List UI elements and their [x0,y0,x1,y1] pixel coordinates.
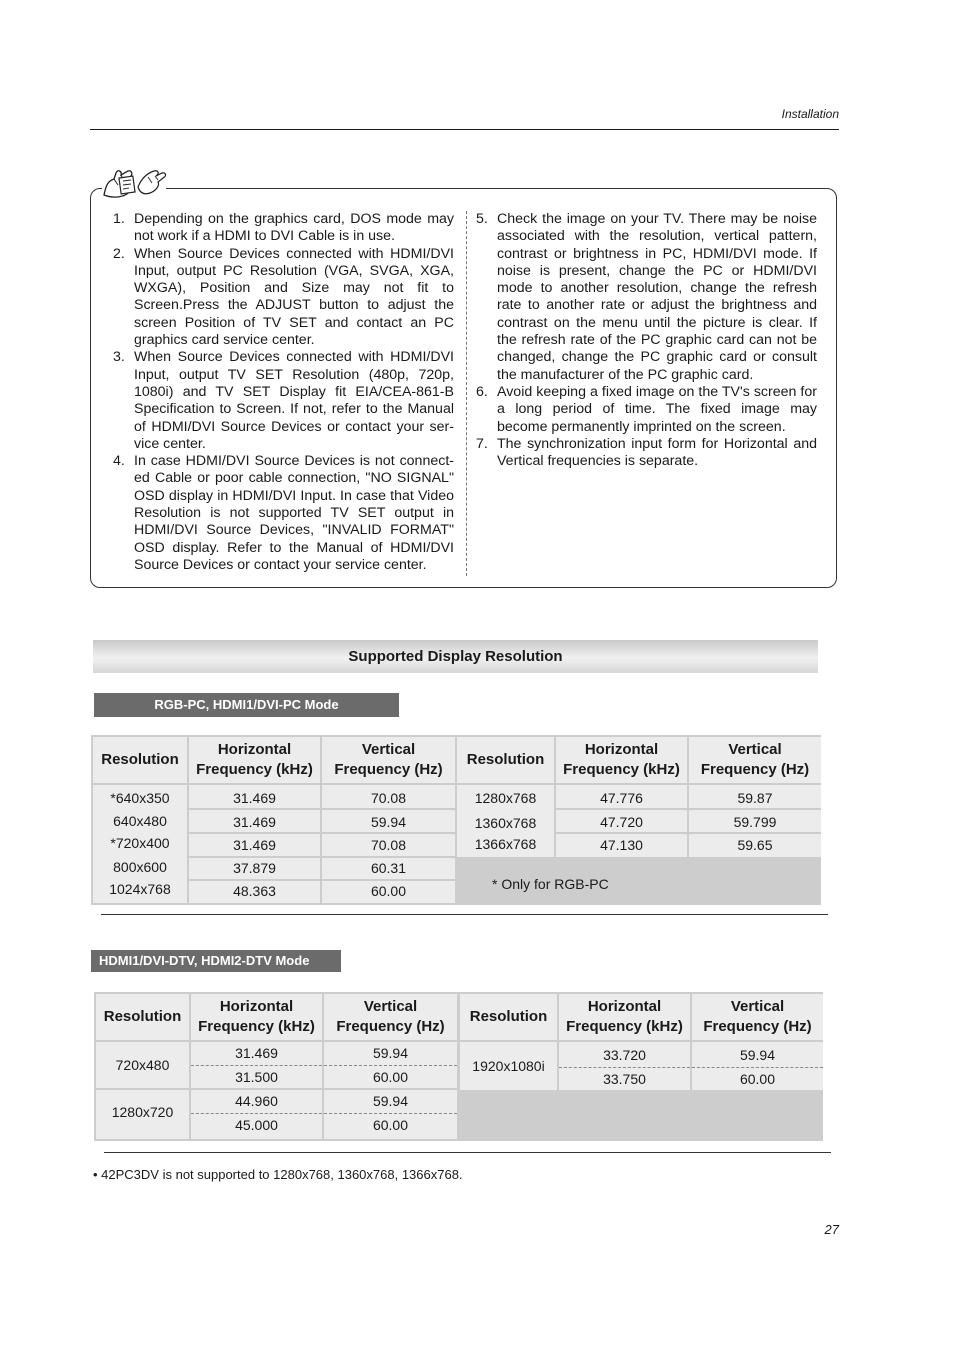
note-text: Check the image on your TV. There may be noise associated with the resolution, vertical pattern, contrast or brightness in PC, HDMI/DVI mode. If noise is present, change the PC or HDMI/DVI mode to another resolution, change the refresh rate to another rate or adjust the brightness and contrast on the menu until the picture is clear. If the refresh rate of the PC graphic card can not be changed, change the PC graphic card or consult the manufacturer of the PC graphic card. [497,211,817,383]
header-text: Horizontal [584,741,659,758]
table-cell: *720x400 [110,835,170,851]
table-cell: 59.94 [324,1042,457,1066]
column-header-resolution [93,737,187,783]
table-cell: 31.469 [189,810,320,832]
table-bottom-rule [104,1152,831,1153]
table-cell: 1024x768 [109,881,171,897]
table-cell: *640x350 [110,790,170,806]
table-cell: 70.08 [322,785,455,808]
table-cell: 48.363 [189,881,320,903]
table-cell: 59.65 [689,834,821,857]
note-item-6 [476,384,817,436]
table-bottom-rule [101,914,828,915]
section-title: Supported Display Resolution [93,640,818,673]
header-text: Frequency (kHz) [566,1018,683,1035]
table-cell: 33.750 [559,1068,690,1090]
note-text: When Source Devices connected with HDMI/DVI Input, output TV SET Resolution (480p, 720p, 1080i) and TV SET Display fit EIA/CEA-861-B Specification to Screen. If not, refer to the Manual of HDMI/DVI Source Devices or contact your ser-vice center. [134,349,454,452]
note-number: 1. [113,211,125,227]
table-cell: 1280x720 [96,1090,189,1139]
header-rule [90,129,839,130]
table-cell: 1366x768 [474,836,537,852]
note-number: 7. [476,435,488,452]
note-number: 5. [476,211,488,227]
header-text: Horizontal [587,998,662,1015]
table-cell: 59.94 [692,1042,823,1068]
table-cell: 60.00 [324,1066,457,1088]
note-number: 2. [113,245,125,262]
note-item-4 [113,453,454,574]
note-text: In case HDMI/DVI Source Devices is not connect-ed Cable or poor cable connection, "NO SIGNAL" OSD display in HDMI/DVI Input. In case that Video Resolution is not supported TV SET output in HDMI/DVI Source Devices, "INVALID FORMAT" OSD display. Refer to the Manual of HDMI/DVI Source Devices or contact your service center. [134,453,454,573]
header-text: Frequency (kHz) [196,761,313,778]
column-header-vertical [692,994,823,1040]
table-cell: 47.130 [556,834,687,857]
header-text: Frequency (Hz) [703,1018,812,1035]
column-header-horizontal [559,994,690,1040]
table-cell: 45.000 [191,1114,322,1139]
header-text: Frequency (kHz) [198,1018,315,1035]
note-item-7 [476,436,817,471]
header-text: Resolution [101,751,179,768]
resolution-table-pc [91,735,821,905]
table-cell: 31.469 [189,834,320,856]
bullet-note: • 42PC3DV is not supported to 1280x768, 1360x768, 1366x768. [93,1167,463,1182]
table-cell: 1280x768 [474,790,537,806]
table-cell: 60.00 [692,1068,823,1090]
column-header-resolution [460,994,557,1040]
table-cell: 31.469 [189,785,320,808]
table-cell: 800x600 [113,859,167,875]
mode-label-pc: RGB-PC, HDMI1/DVI-PC Mode [94,693,399,717]
column-header-horizontal [191,994,322,1040]
header-text: Resolution [103,1008,182,1025]
header-text: Resolution [469,1008,548,1025]
table-cell: 720x480 [96,1042,189,1088]
header-text: Vertical [361,741,416,758]
column-divider [466,211,467,576]
table-cell: 31.469 [191,1042,322,1066]
note-text: The synchronization input form for Horizontal and Vertical frequencies is separate. [497,435,817,470]
page-number: 27 [824,1222,839,1237]
notes-right-column [476,211,817,470]
header-text: Frequency (Hz) [336,1018,445,1035]
note-item-3 [113,349,454,453]
header-text: Vertical [730,998,785,1015]
table-cell: 70.08 [322,834,455,856]
column-header-resolution [96,994,189,1040]
header-text: Horizontal [217,741,292,758]
table-cell: 37.879 [189,858,320,879]
section-label: Installation [781,107,839,121]
header-text: Frequency (Hz) [700,761,810,778]
note-text: Avoid keeping a fixed image on the TV's screen for a long period of time. The fixed image may become permanently imprinted on the screen. [497,383,817,435]
table-cell: 47.776 [556,785,687,808]
resolution-table-dtv [94,992,823,1141]
note-text: Depending on the graphics card, DOS mode may not work if a HDMI to DVI Cable is in use. [134,211,454,245]
table-cell: 44.960 [191,1090,322,1114]
column-header-vertical [322,737,455,783]
table-cell: 33.720 [559,1042,690,1068]
table-cell: 59.799 [689,810,821,832]
header-text: Vertical [363,998,418,1015]
header-text: Frequency (kHz) [563,761,680,778]
header-text: Frequency (Hz) [334,761,443,778]
table-cell: 59.94 [322,810,455,832]
table-cell: 640x480 [113,813,167,829]
table-cell: 60.00 [324,1114,457,1139]
note-item-2 [113,246,454,350]
column-header-vertical [689,737,821,783]
table-cell: 1920x1080i [460,1042,557,1090]
note-number: 6. [476,383,488,400]
footnote-rgb-pc: * Only for RGB-PC [492,876,609,892]
table-cell: 31.500 [191,1066,322,1088]
header-text: Resolution [466,751,545,768]
table-cell: 60.00 [322,881,455,903]
table-cell: 47.720 [556,810,687,832]
note-item-5 [476,211,817,384]
column-header-horizontal [556,737,687,783]
table-cell: 59.87 [689,785,821,808]
note-number: 4. [113,453,125,470]
note-hand-icon [98,165,170,203]
column-header-vertical [324,994,457,1040]
column-header-horizontal [189,737,320,783]
table-cell: 1360x768 [474,815,537,831]
notes-left-column [113,211,454,574]
column-header-resolution [457,737,554,783]
mode-label-dtv: HDMI1/DVI-DTV, HDMI2-DTV Mode [91,950,341,972]
table-cell: 60.31 [322,858,455,879]
header-text: Horizontal [219,998,294,1015]
note-item-1 [113,211,454,246]
table-cell: 59.94 [324,1090,457,1114]
header-text: Vertical [728,741,782,758]
note-number: 3. [113,349,125,366]
note-text: When Source Devices connected with HDMI/DVI Input, output PC Resolution (VGA, SVGA, XGA, WXGA), Position and Size may not fit to Screen.Press the ADJUST button to adjust the screen Position of TV SET and contact an PC graphics card service center. [134,245,454,349]
